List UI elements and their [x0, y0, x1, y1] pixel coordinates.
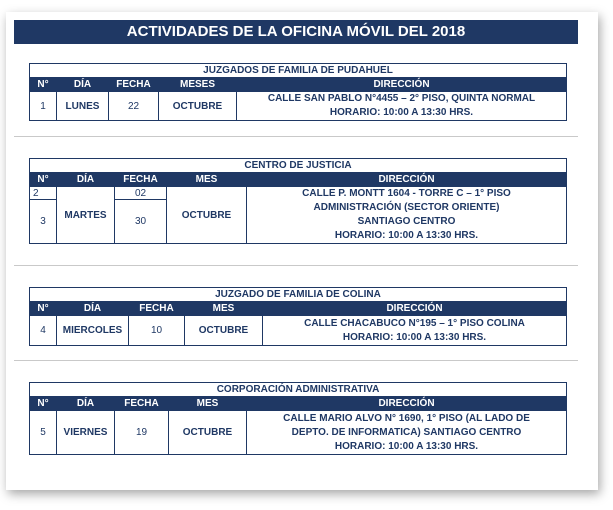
section-divider — [14, 265, 578, 266]
col-header-date: FECHA — [115, 397, 169, 411]
col-header-day: DÍA — [57, 302, 129, 316]
cell-day: LUNES — [57, 92, 109, 121]
cell-address — [247, 187, 567, 244]
col-header-date: FECHA — [109, 78, 159, 92]
table-row — [30, 187, 567, 200]
address-line: HORARIO: 10:00 A 13:30 HRS. — [329, 107, 474, 118]
cell-number: 3 — [30, 200, 57, 244]
schedule-block-pudahuel — [29, 63, 567, 121]
cell-month: OCTUBRE — [185, 316, 263, 346]
address-line: HORARIO: 10:00 A 13:30 HRS. — [342, 331, 487, 343]
cell-number: 1 — [30, 92, 57, 121]
col-header-month: MESES — [159, 78, 237, 92]
col-header-month: MES — [167, 173, 247, 187]
cell-month: OCTUBRE — [167, 187, 247, 244]
address-line: ADMINISTRACIÓN (SECTOR ORIENTE) — [313, 202, 500, 213]
table-caption: JUZGADO DE FAMILIA DE COLINA — [30, 288, 567, 302]
address-line: CALLE SAN PABLO N°4455 – 2° PISO, QUINTA NORMAL — [267, 93, 536, 104]
cell-date: 10 — [129, 316, 185, 346]
col-header-day: DÍA — [57, 78, 109, 92]
address-line: CALLE CHACABUCO N°195 – 1° PISO COLINA — [304, 317, 525, 329]
col-header-address: DIRECCIÓN — [263, 302, 567, 316]
cell-month: OCTUBRE — [159, 92, 237, 121]
cell-date: 02 — [115, 187, 167, 200]
col-header-number: N° — [30, 397, 57, 411]
address-line: CALLE MARIO ALVO N° 1690, 1° PISO (AL LADO DE — [283, 412, 530, 424]
col-header-month: MES — [169, 397, 247, 411]
cell-address — [247, 411, 567, 455]
cell-number: 5 — [30, 411, 57, 455]
table-caption: JUZGADOS DE FAMILIA DE PUDAHUEL — [30, 64, 567, 78]
table-row — [30, 316, 567, 346]
col-header-number: N° — [30, 302, 57, 316]
table-caption: CENTRO DE JUSTICIA — [30, 159, 567, 173]
schedule-table — [29, 382, 567, 455]
col-header-month: MES — [185, 302, 263, 316]
schedule-block-centro-justicia — [29, 158, 567, 244]
cell-day: MARTES — [57, 187, 115, 244]
cell-date: 30 — [115, 200, 167, 244]
address-line: CALLE P. MONTT 1604 - TORRE C – 1° PISO — [302, 188, 511, 199]
table-row — [30, 411, 567, 455]
cell-date: 22 — [109, 92, 159, 121]
section-divider — [14, 360, 578, 361]
cell-day: MIERCOLES — [57, 316, 129, 346]
cell-address — [263, 316, 567, 346]
schedule-table — [29, 63, 567, 121]
address-line: DEPTO. DE INFORMATICA) SANTIAGO CENTRO — [291, 426, 522, 438]
cell-date: 19 — [115, 411, 169, 455]
col-header-address: DIRECCIÓN — [247, 397, 567, 411]
cell-number: 2 — [30, 187, 57, 200]
page-title: ACTIVIDADES DE LA OFICINA MÓVIL DEL 2018 — [14, 20, 578, 44]
cell-day: VIERNES — [57, 411, 115, 455]
address-line: HORARIO: 10:00 A 13:30 HRS. — [334, 440, 479, 452]
schedule-table — [29, 287, 567, 346]
address-line: SANTIAGO CENTRO — [357, 216, 456, 227]
section-divider — [14, 136, 578, 137]
cell-address — [237, 92, 567, 121]
table-row — [30, 92, 567, 121]
schedule-block-colina — [29, 287, 567, 346]
col-header-number: N° — [30, 78, 57, 92]
cell-number: 4 — [30, 316, 57, 346]
schedule-block-corporacion — [29, 382, 567, 455]
cell-month: OCTUBRE — [169, 411, 247, 455]
table-caption: CORPORACIÓN ADMINISTRATIVA — [30, 383, 567, 397]
col-header-number: N° — [30, 173, 57, 187]
schedule-table — [29, 158, 567, 244]
col-header-date: FECHA — [115, 173, 167, 187]
col-header-day: DÍA — [57, 397, 115, 411]
col-header-date: FECHA — [129, 302, 185, 316]
col-header-address: DIRECCIÓN — [237, 78, 567, 92]
address-line: HORARIO: 10:00 A 13:30 HRS. — [334, 230, 479, 241]
col-header-address: DIRECCIÓN — [247, 173, 567, 187]
col-header-day: DÍA — [57, 173, 115, 187]
